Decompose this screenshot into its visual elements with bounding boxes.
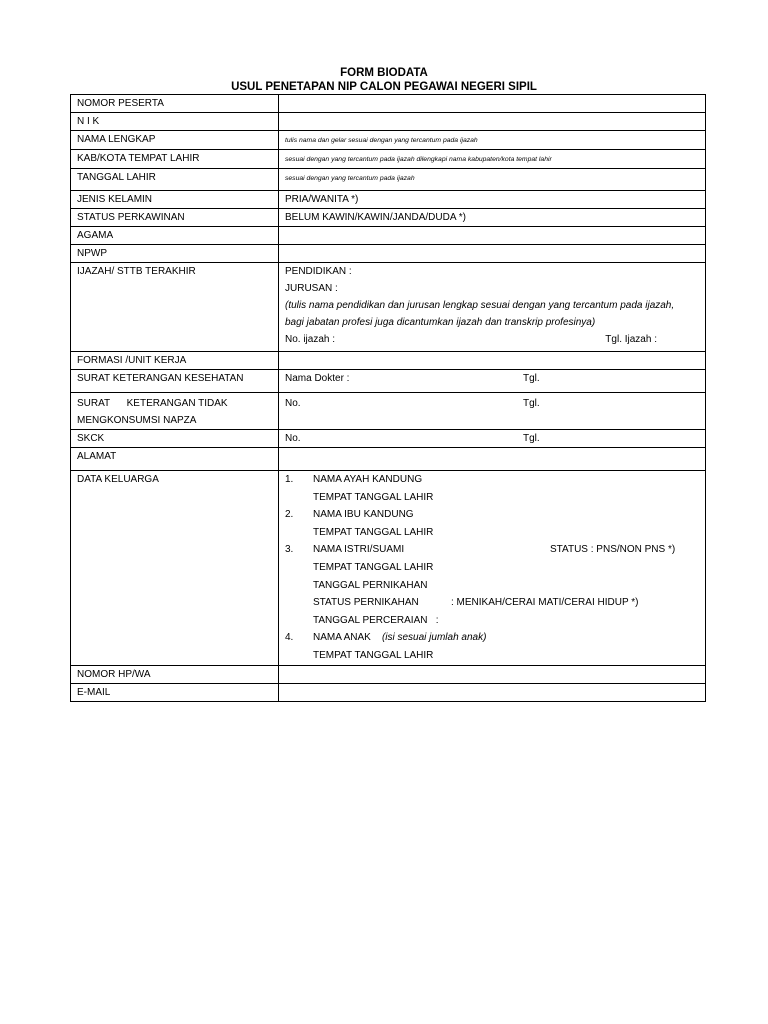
form-title-block: [0, 66, 768, 94]
family-num-4: 4.: [285, 632, 294, 644]
family-tgl-nikah: TANGGAL PERNIKAHAN: [313, 579, 428, 591]
hint-tanggal-lahir: sesuai dengan yang tercantum pada ijazah: [285, 175, 415, 182]
field-nama-lengkap[interactable]: [279, 131, 706, 150]
table-row: [71, 684, 706, 702]
field-tanggal-lahir[interactable]: [279, 169, 706, 191]
label-formasi: FORMASI /UNIT KERJA: [71, 352, 279, 370]
table-row: [71, 448, 706, 471]
label-skck: SKCK: [71, 430, 279, 448]
field-napza[interactable]: [279, 393, 706, 430]
family-ttl-1: TEMPAT TANGGAL LAHIR: [313, 491, 434, 503]
label-agama: AGAMA: [71, 227, 279, 245]
ijazah-note-2: bagi jabatan profesi juga dicantumkan ijazah dan transkrip profesinya): [285, 317, 596, 328]
hint-nama-lengkap: tulis nama dan gelar sesuai dengan yang tercantum pada ijazah: [285, 137, 478, 144]
table-row: [71, 370, 706, 393]
ijazah-note-1: (tulis nama pendidikan dan jurusan lengkap sesuai dengan yang tercantum pada ijazah,: [285, 300, 675, 311]
family-status-nikah: STATUS PERNIKAHAN: [313, 597, 419, 609]
field-agama[interactable]: [279, 227, 706, 245]
label-kesehatan: SURAT KETERANGAN KESEHATAN: [71, 370, 279, 393]
field-kesehatan[interactable]: [279, 370, 706, 393]
field-nik[interactable]: [279, 113, 706, 131]
ijazah-pendidikan: PENDIDIKAN :: [285, 266, 352, 277]
field-nomor-peserta[interactable]: [279, 95, 706, 113]
family-num-2: 2.: [285, 509, 294, 521]
label-napza: [71, 393, 279, 430]
table-row: [71, 666, 706, 684]
family-anak-line: [313, 629, 486, 647]
field-skck[interactable]: [279, 430, 706, 448]
family-ttl-4: TEMPAT TANGGAL LAHIR: [313, 649, 434, 661]
napza-tgl: Tgl.: [523, 398, 540, 409]
skck-tgl: Tgl.: [523, 433, 540, 444]
table-row: [71, 393, 706, 430]
label-ijazah: IJAZAH/ STTB TERAKHIR: [71, 263, 279, 352]
ijazah-no: No. ijazah :: [285, 334, 336, 345]
field-data-keluarga[interactable]: [279, 471, 706, 666]
napza-no: No.: [285, 398, 301, 409]
label-nomor-peserta: NOMOR PESERTA: [71, 95, 279, 113]
table-row: [71, 245, 706, 263]
form-title: FORM BIODATA: [340, 67, 428, 79]
label-nomor-hp: NOMOR HP/WA: [71, 666, 279, 684]
table-row: [71, 471, 706, 666]
label-status-perkawinan: STATUS PERKAWINAN: [71, 209, 279, 227]
family-num-1: 1.: [285, 474, 294, 485]
family-ttl-2: TEMPAT TANGGAL LAHIR: [313, 526, 434, 538]
label-npwp: NPWP: [71, 245, 279, 263]
family-status-nikah-value: : MENIKAH/CERAI MATI/CERAI HIDUP *): [451, 597, 639, 609]
table-row: [71, 227, 706, 245]
kesehatan-tgl: Tgl.: [523, 373, 540, 384]
family-num-3: 3.: [285, 544, 294, 556]
family-ayah: NAMA AYAH KANDUNG: [313, 474, 423, 485]
label-jenis-kelamin: JENIS KELAMIN: [71, 191, 279, 209]
napza-line-2: MENGKONSUMSI NAPZA: [77, 415, 197, 426]
label-nik: N I K: [71, 113, 279, 131]
ijazah-tgl: Tgl. Ijazah :: [605, 334, 657, 345]
skck-no: No.: [285, 433, 301, 444]
field-npwp[interactable]: [279, 245, 706, 263]
family-status-pns: STATUS : PNS/NON PNS *): [550, 544, 676, 556]
family-ibu: NAMA IBU KANDUNG: [313, 509, 414, 521]
table-row: [71, 113, 706, 131]
field-email[interactable]: [279, 684, 706, 702]
field-status-perkawinan[interactable]: BELUM KAWIN/KAWIN/JANDA/DUDA *): [279, 209, 706, 227]
field-jenis-kelamin[interactable]: PRIA/WANITA *): [279, 191, 706, 209]
ijazah-jurusan: JURUSAN :: [285, 283, 338, 294]
table-row: [71, 150, 706, 169]
label-tanggal-lahir: TANGGAL LAHIR: [71, 169, 279, 191]
family-istri: NAMA ISTRI/SUAMI: [313, 544, 405, 556]
napza-line-1: SURAT KETERANGAN TIDAK: [77, 398, 228, 409]
field-formasi[interactable]: [279, 352, 706, 370]
table-row: [71, 191, 706, 209]
field-tempat-lahir[interactable]: [279, 150, 706, 169]
label-nama-lengkap: NAMA LENGKAP: [71, 131, 279, 150]
table-row: [71, 430, 706, 448]
label-alamat: ALAMAT: [71, 448, 279, 471]
family-anak-note: (isi sesuai jumlah anak): [381, 632, 487, 644]
form-subtitle: USUL PENETAPAN NIP CALON PEGAWAI NEGERI SIPIL: [231, 81, 537, 93]
field-nomor-hp[interactable]: [279, 666, 706, 684]
label-tempat-lahir: KAB/KOTA TEMPAT LAHIR: [71, 150, 279, 169]
table-row: [71, 352, 706, 370]
field-ijazah[interactable]: [279, 263, 706, 352]
table-row: [71, 169, 706, 191]
table-row: [71, 209, 706, 227]
table-row: [71, 95, 706, 113]
hint-tempat-lahir: sesuai dengan yang tercantum pada ijazah dilengkapi nama kabupaten/kota tempat lahir: [285, 156, 552, 163]
biodata-table: [70, 94, 706, 702]
table-row: [71, 263, 706, 352]
label-email: E-MAIL: [71, 684, 279, 702]
label-data-keluarga: DATA KELUARGA: [71, 471, 279, 666]
family-tgl-cerai: TANGGAL PERCERAIAN :: [313, 614, 439, 626]
field-alamat[interactable]: [279, 448, 706, 471]
family-ttl-3: TEMPAT TANGGAL LAHIR: [313, 561, 434, 573]
kesehatan-dokter: Nama Dokter :: [285, 373, 350, 384]
table-row: [71, 131, 706, 150]
family-anak: NAMA ANAK: [313, 632, 371, 644]
